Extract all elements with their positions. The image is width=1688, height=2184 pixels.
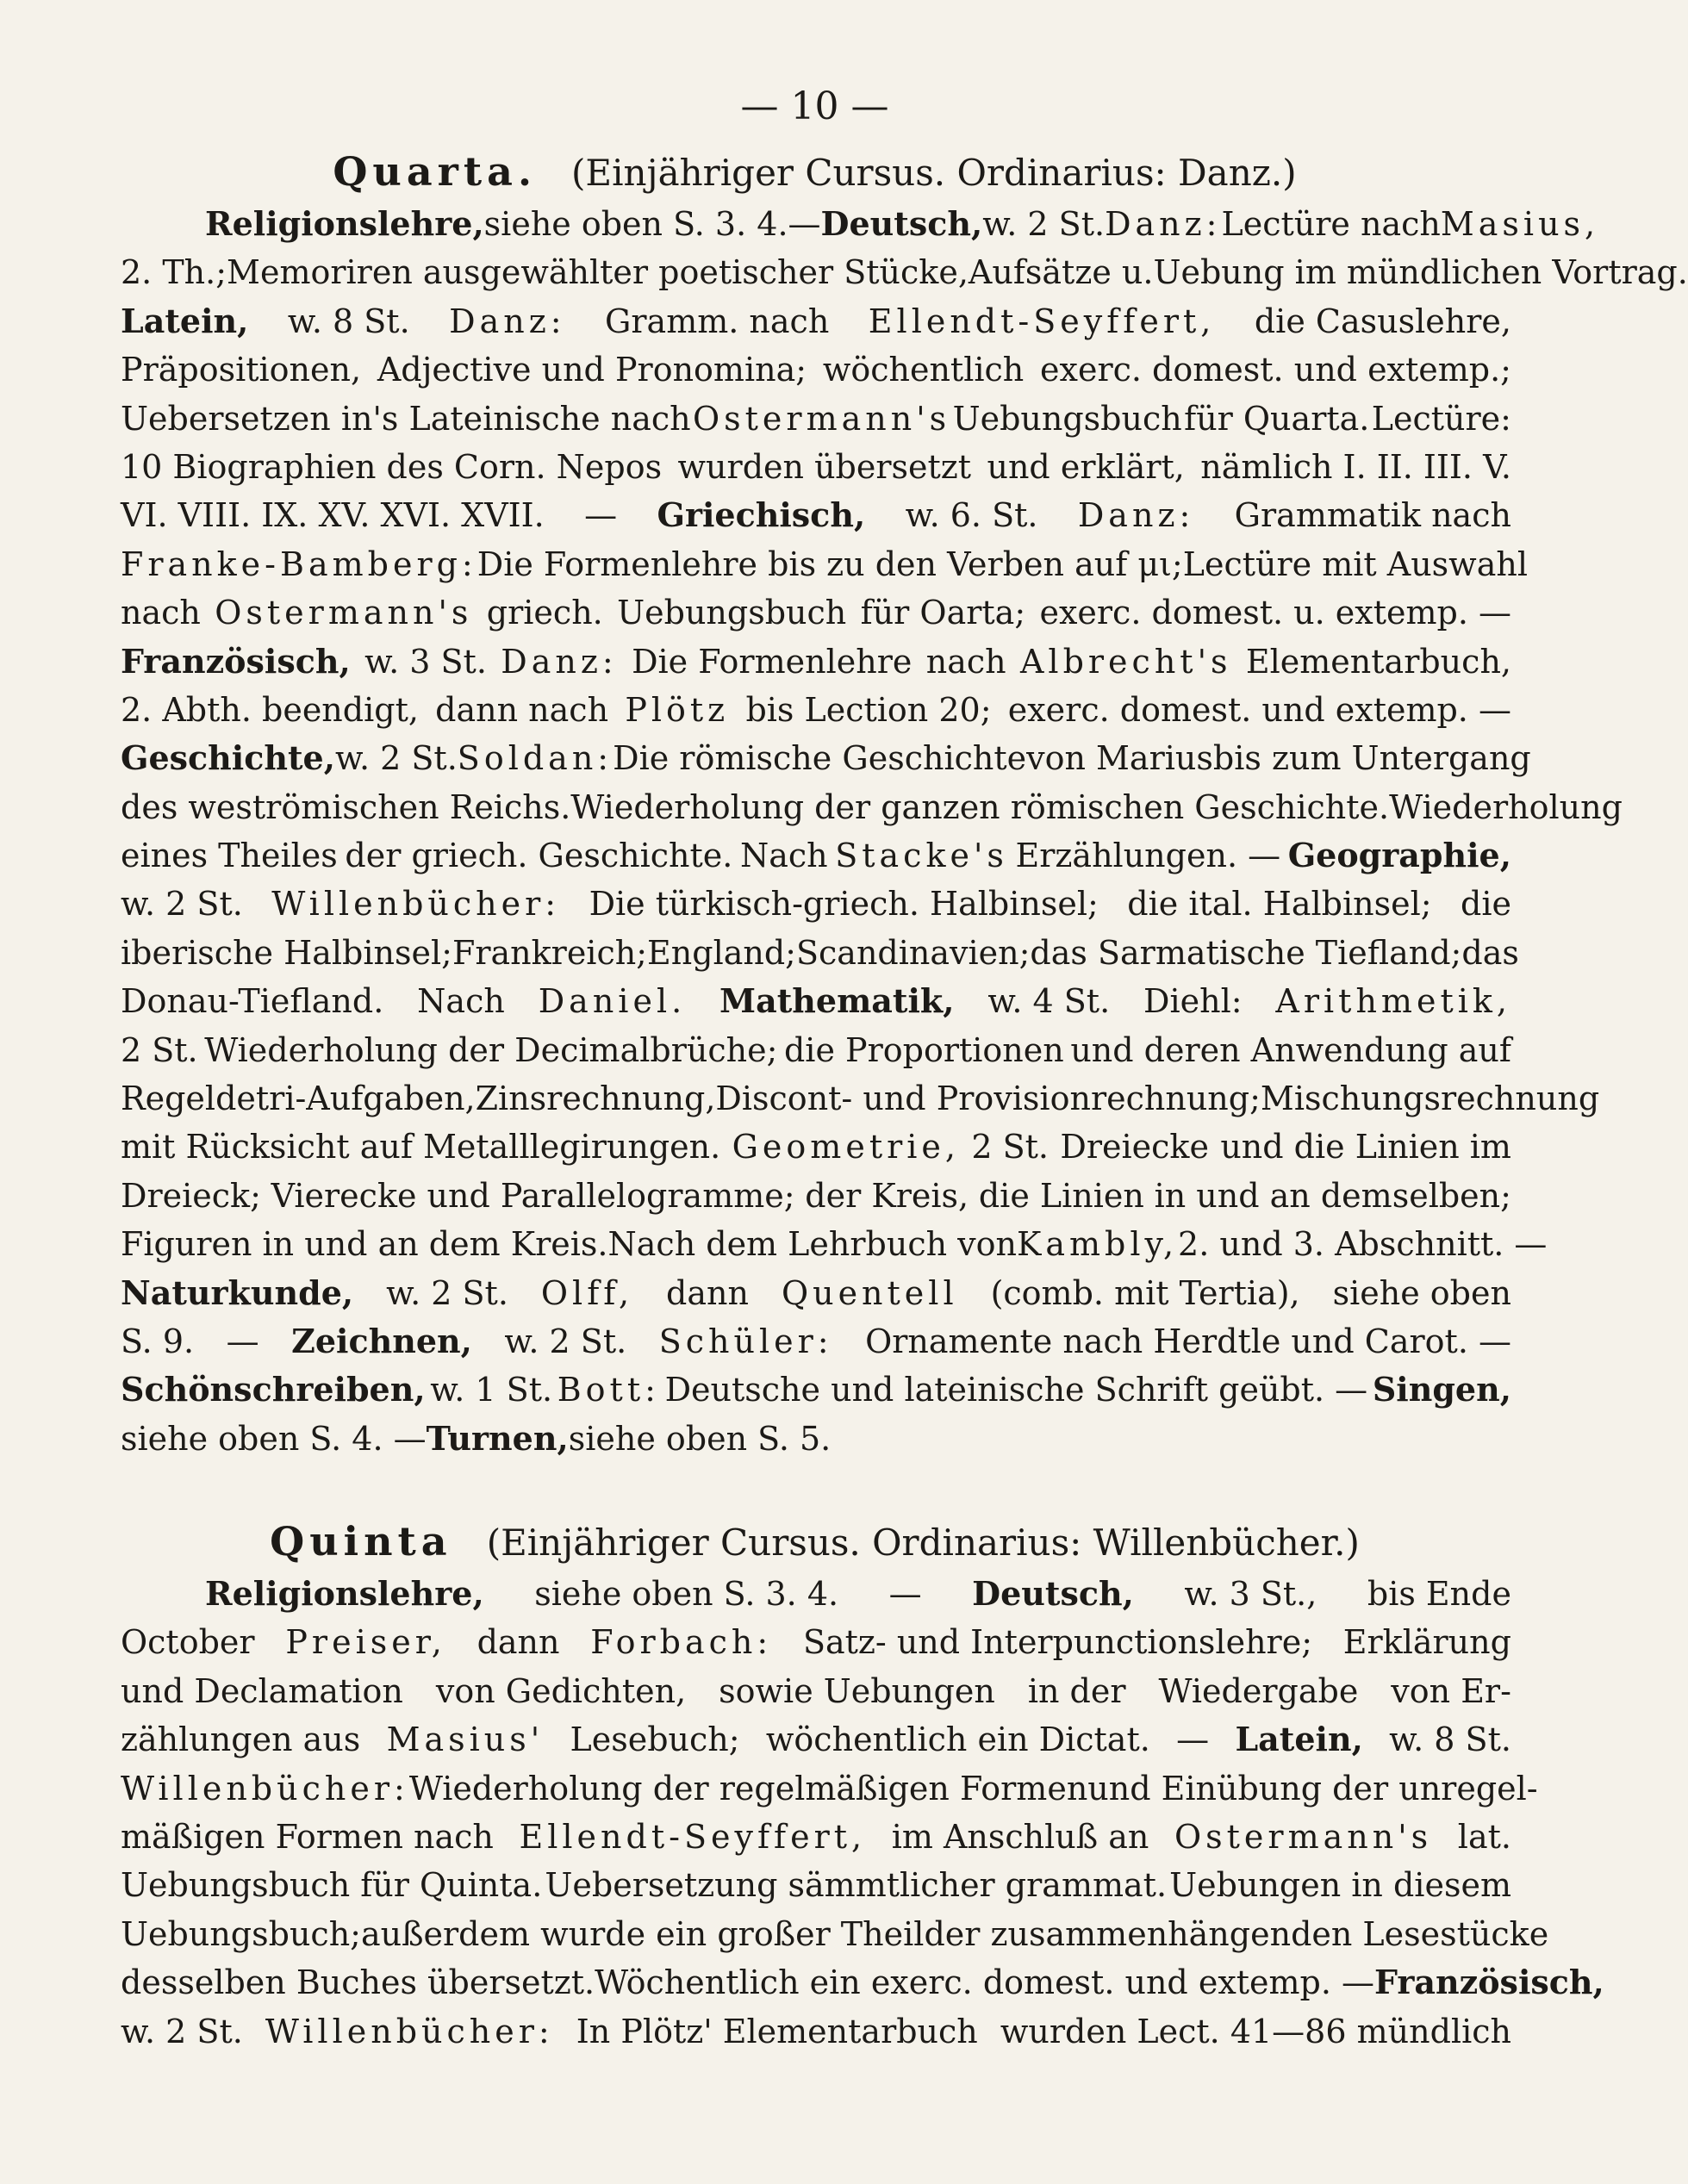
text-segment: und erklärt, [987,447,1185,486]
text-segment: w. 2 St. [121,885,243,924]
text-segment: desselben Buches übersetzt. [121,1963,595,2002]
text-segment: Religionslehre, [205,1574,484,1613]
quinta-line [121,1861,1511,1909]
text-segment: Präpositionen, [121,351,362,389]
text-segment: 2 St. [121,1030,198,1069]
text-segment: Mischungsrechnung [1260,1080,1600,1118]
text-segment: Grammatik nach [1234,496,1511,535]
text-segment: exerc. domest. und extemp. — [1007,690,1511,729]
text-segment: — [788,205,821,243]
text-segment: Ellendt-Seyffert, [868,302,1216,340]
quarta-line [121,491,1511,539]
text-segment: des weströmischen Reichs. [121,787,571,826]
text-segment: dann [477,1623,560,1662]
text-segment: — [226,1322,259,1360]
quinta-subtitle: (Einjähriger Cursus. Ordinarius: Willenbücher.) [486,1521,1360,1564]
text-segment: dann nach [435,690,609,729]
text-segment: Die römische Geschichte [613,739,1027,778]
text-segment: das [1461,933,1519,972]
quarta-line [121,831,1511,880]
text-segment: October [121,1623,255,1662]
quarta-line [121,1074,1600,1123]
text-segment: Ostermann's [693,399,951,438]
text-segment: Wiederholung der Decimalbrüche; [204,1030,778,1069]
quinta-line [121,1910,1549,1958]
text-segment: w. 2 St. [121,2012,243,2050]
text-segment: Danz: [501,642,618,681]
text-segment: Turnen, [426,1418,569,1458]
text-segment: Deutsche und lateinische Schrift geübt. — [664,1371,1368,1409]
text-segment: — [584,496,618,535]
text-segment: Olff, [540,1273,634,1312]
text-segment: Lectüre nach [1221,205,1441,243]
text-segment: Frankreich; [452,933,648,972]
quarta-line [121,1366,1511,1414]
text-segment: Uebersetzung sämmtlicher grammat. [545,1866,1168,1905]
text-segment: Franke-Bamberg: [121,544,477,583]
text-segment: w. 2 St. [504,1322,627,1360]
text-segment: Quentell [781,1273,958,1312]
text-segment: Ostermann's [1174,1817,1433,1856]
text-segment: Deutsch, [820,204,983,243]
quinta-line [121,1570,1511,1618]
text-segment: der griech. Geschichte. [345,837,733,875]
text-segment: w. 6. St. [905,496,1038,535]
text-segment: in und an demselben; [1154,1176,1511,1215]
quinta-section [121,1570,1604,2056]
text-segment: Lectüre mit Auswahl [1182,544,1528,583]
text-segment: nach [121,594,201,632]
text-segment: Daniel. [538,982,687,1021]
quarta-line [121,783,1623,831]
text-segment: Figuren in und an dem Kreis. [121,1225,608,1264]
text-segment: die ital. Halbinsel; [1127,885,1432,924]
text-segment: lat. [1457,1817,1511,1856]
text-segment: die [1461,885,1511,924]
text-segment: Bott: [557,1371,660,1409]
text-segment: w. 8 St. [1389,1720,1511,1759]
text-segment: wurden Lect. 41—86 mündlich [1000,2012,1511,2050]
text-segment: im Anschluß an [891,1817,1149,1856]
text-segment: Deutsch, [972,1574,1134,1613]
text-segment: für Oarta; [860,594,1026,632]
text-segment: und Einübung der unregel- [1087,1769,1538,1808]
quinta-line [121,1618,1511,1666]
text-segment: Discont- und Provisionrechnung; [715,1080,1261,1118]
text-segment: Memoriren ausgewählter poetischer Stücke, [227,253,969,292]
text-segment: Vierecke und Parallelogramme; [271,1176,795,1215]
quarta-subtitle: (Einjähriger Cursus. Ordinarius: Danz.) [571,152,1297,194]
text-segment: Nach [417,982,505,1021]
quarta-line [121,540,1528,588]
text-segment: Nach [739,837,828,875]
text-segment: Danz: [449,302,566,340]
text-segment: Erklärung [1342,1623,1511,1662]
text-segment: Die türkisch-griech. Halbinsel; [589,885,1099,924]
text-segment: Religionslehre, [205,204,484,243]
quarta-title: Quarta. [333,148,537,195]
text-segment: das Sarmatische Tiefland; [1030,933,1462,972]
text-segment: Uebungsbuch [952,399,1182,438]
text-segment: 2 St. [971,1128,1049,1167]
quarta-section [121,200,1688,1463]
text-segment: Scandinavien; [795,933,1031,972]
text-segment: Diehl: [1143,982,1243,1021]
text-segment: dann [666,1273,749,1312]
quinta-line [121,1667,1511,1715]
text-segment: Geographie, [1287,836,1511,875]
text-segment: Mathematik, [719,981,955,1021]
text-segment: Zeichnen, [291,1321,472,1360]
quarta-heading [0,148,1629,195]
text-segment: exerc. domest. und extemp.; [1040,351,1511,389]
text-segment: 2. Th.; [121,253,227,292]
text-segment: wurden übersetzt [677,447,972,486]
text-segment: sowie Uebungen [719,1671,995,1710]
text-segment: — [1176,1720,1210,1759]
quarta-line [121,638,1511,686]
text-segment: Masius' [386,1720,545,1759]
quinta-line [121,1813,1511,1861]
quarta-line [121,345,1511,394]
text-segment: Dreieck; [121,1176,261,1215]
text-segment: England; [647,933,796,972]
text-segment: Wiedergabe [1158,1671,1359,1710]
text-segment: Albrecht's [1019,642,1232,681]
text-segment: bis Lection 20; [745,690,992,729]
text-segment: w. 2 St. [386,1273,508,1312]
text-segment: Willenbücher: [121,1769,409,1808]
text-segment: Danz: [1077,496,1195,535]
text-segment: w. 8 St. [287,302,410,340]
quarta-line [121,1317,1511,1366]
text-segment: — [888,1575,922,1613]
text-segment: siehe oben [1332,1273,1511,1312]
text-segment: die Linien [978,1176,1144,1215]
quarta-line [121,734,1531,782]
text-segment: Gramm. nach [605,302,830,340]
text-segment: Arithmetik, [1275,982,1511,1021]
text-segment: Elementarbuch, [1245,642,1511,681]
quarta-line [121,929,1519,977]
quarta-line [121,200,1600,248]
quinta-line [121,1715,1511,1764]
text-segment: Französisch, [1374,1963,1604,2002]
quarta-line [121,395,1511,443]
quarta-line [121,1123,1511,1171]
text-segment: die Casuslehre, [1254,302,1511,340]
text-segment: der Kreis, [805,1176,969,1215]
text-segment: Danz: [1105,205,1222,243]
text-segment: der zusammenhängenden Lesestücke [924,1914,1549,1953]
text-segment: von Marius [1026,739,1213,778]
text-segment: Lesebuch; [570,1720,740,1759]
text-segment: und deren Anwendung auf [1070,1030,1511,1069]
text-segment: 2. Abth. beendigt, [121,690,419,729]
quinta-line [121,2007,1511,2056]
text-segment: Satz- und Interpunctionslehre; [802,1623,1312,1662]
text-segment: bis zum Untergang [1212,739,1531,778]
text-segment: w. 1 St. [430,1371,553,1409]
text-segment: Nach dem Lehrbuch von [607,1225,1017,1264]
text-segment: außerdem wurde ein großer Theil [360,1914,925,1953]
text-segment: Lectüre: [1371,399,1511,438]
text-segment: (comb. mit Tertia), [990,1273,1300,1312]
text-segment: und die Linien im [1220,1128,1511,1167]
text-segment: wöchentlich ein Dictat. [765,1720,1150,1759]
text-segment: eines Theiles [121,837,338,875]
text-segment: Latein, [121,301,249,340]
text-segment: w. 4 St. [987,982,1111,1021]
text-segment: Wöchentlich ein exerc. domest. und extemp. — [595,1963,1375,2002]
text-segment: siehe oben S. 4. — [121,1419,427,1458]
text-segment: für Quarta. [1184,399,1370,438]
text-segment: und Declamation [121,1671,403,1710]
text-segment: Uebungen in diesem [1169,1866,1511,1905]
text-segment: w. 2 St. [334,739,458,778]
text-segment: w. 3 St. [364,642,487,681]
text-segment: VI. VIII. IX. XV. XVI. XVII. [121,496,545,535]
quinta-line [121,1764,1538,1813]
text-segment: S. 9. [121,1322,195,1360]
text-segment: w. 2 St. [982,205,1106,243]
text-segment: Aufsätze u. [968,253,1154,292]
quarta-line [121,297,1511,345]
text-segment: siehe oben S. 5. [568,1419,832,1458]
text-segment: Erzählungen. — [1015,837,1281,875]
text-segment: Naturkunde, [121,1272,354,1312]
text-segment: griech. [486,594,603,632]
text-segment: wöchentlich [822,351,1025,389]
text-segment: Ellendt-Seyffert, [519,1817,867,1856]
text-segment: Stacke's [835,837,1008,875]
quarta-line [121,248,1688,296]
text-segment: siehe oben S. 3. 4. [483,205,788,243]
quarta-line [121,686,1511,734]
text-segment: siehe oben S. 3. 4. [534,1575,839,1613]
text-segment: Masius, [1440,205,1600,243]
text-segment: Plötz [625,690,730,729]
text-segment: Schönschreiben, [121,1370,426,1409]
quarta-line [121,977,1511,1025]
text-segment: in der [1027,1671,1126,1710]
text-segment: Latein, [1235,1720,1363,1759]
text-segment: Griechisch, [657,495,866,535]
quarta-line [121,588,1511,637]
text-segment: Die Formenlehre bis zu den Verben auf μι; [477,544,1183,583]
text-segment: mäßigen Formen nach [121,1817,494,1856]
quarta-line [121,1269,1511,1317]
text-segment: Regeldetri-Aufgaben, [121,1080,476,1118]
text-segment: In Plötz' Elementarbuch [576,2012,978,2050]
text-segment: Französisch, [121,641,351,681]
text-segment: Forbach: [590,1623,773,1662]
text-segment: 10 Biographien des Corn. Nepos [121,447,663,486]
text-segment: Zinsrechnung, [475,1080,716,1118]
text-segment: nämlich I. II. III. V. [1200,447,1511,486]
text-segment: Schüler: [658,1322,833,1360]
text-segment: Geschichte, [121,738,335,778]
text-segment: Geometrie, [732,1128,960,1167]
text-segment: Wiederholung [1389,787,1623,826]
quarta-line [121,1026,1511,1074]
quinta-heading [0,1518,1629,1565]
text-segment: Singen, [1372,1370,1511,1409]
text-segment: Ornamente nach Herdtle und Carot. — [865,1322,1511,1360]
text-segment: Preiser, [285,1623,446,1662]
quarta-line [121,1220,1548,1268]
text-segment: Willenbücher: [265,2012,554,2050]
quarta-line [121,880,1511,928]
quarta-line [121,443,1511,491]
quarta-line [121,1415,1511,1463]
text-segment: exerc. domest. u. extemp. — [1039,594,1511,632]
text-segment: von Gedichten, [435,1671,687,1710]
text-segment: Kambly, [1016,1225,1179,1264]
text-segment: Soldan: [457,739,614,778]
text-segment: iberische Halbinsel; [121,933,452,972]
text-segment: Willenbücher: [271,885,561,924]
text-segment: von Er- [1391,1671,1511,1710]
text-segment: Uebungsbuch; [121,1914,361,1953]
text-segment: Wiederholung der ganzen römischen Geschichte. [570,787,1390,826]
text-segment: Uebersetzen in's Lateinische nach [121,399,691,438]
text-segment: Die Formenlehre [632,642,913,681]
text-segment: Donau-Tiefland. [121,982,384,1021]
text-segment: Uebung im mündlichen Vortrag. [1153,253,1688,292]
quinta-line [121,1958,1604,2007]
text-segment: w. 3 St., [1184,1575,1317,1613]
text-segment: die Proportionen [783,1030,1064,1069]
text-segment: Uebungsbuch [617,594,847,632]
quarta-line [121,1172,1511,1220]
text-segment: bis Ende [1367,1575,1511,1613]
quinta-title: Quinta [270,1518,452,1565]
text-segment: Ostermann's [215,594,473,632]
text-segment: Wiederholung der regelmäßigen Formen [408,1769,1088,1808]
text-segment: zählungen aus [121,1720,361,1759]
text-segment: 2. und 3. Abschnitt. — [1178,1225,1548,1264]
text-segment: Adjective und Pronomina; [377,351,807,389]
page-number: — 10 — [740,84,889,128]
text-segment: nach [925,642,1006,681]
text-segment: Uebungsbuch für Quinta. [121,1866,543,1905]
text-segment: mit Rücksicht auf Metalllegirungen. [121,1128,721,1167]
text-segment: Dreiecke [1060,1128,1209,1167]
